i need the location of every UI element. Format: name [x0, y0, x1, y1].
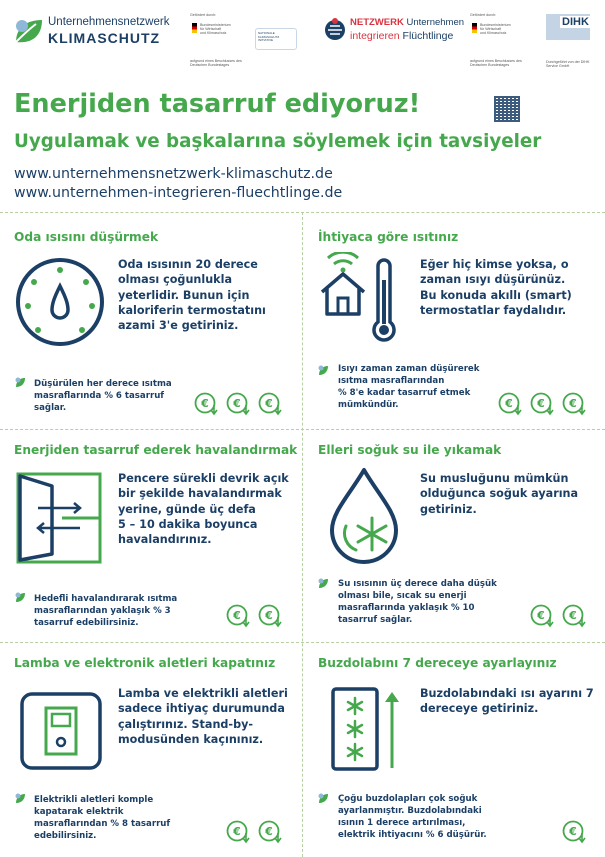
svg-text:€: €: [233, 609, 241, 622]
euro-savings-icon: [530, 392, 552, 414]
logo-line-1: Unternehmensnetzwerk: [48, 16, 170, 28]
divider: [302, 212, 303, 857]
tip-text: Düşürülen her derece ısıtma masraflarında % 6 tasarruf sağlar.: [34, 379, 172, 413]
euro-savings-icon: [258, 820, 280, 842]
url-1[interactable]: www.unternehmensnetzwerk-klimaschutz.de: [14, 166, 333, 182]
network-line-1: NETZWERK Unternehmen: [350, 17, 465, 28]
subtitle: Uygulamak ve başkalarına söylemek için tavsiyeler: [14, 131, 542, 152]
tip-text: Hedefli havalandırarak ısıtma masraflarından yaklaşık % 3 tasarruf edebilirsiniz.: [34, 594, 178, 628]
tip-text: Çoğu buzdolapları çok soğuk ayarlanmıştır. Buzdolabındaki ısının 1 derece artırılması, elektrik ihtiyacını % 6 düşürür.: [338, 794, 487, 840]
power-switch-icon: [20, 692, 102, 770]
euro-savings-icon: [258, 604, 280, 626]
svg-text:€: €: [569, 825, 577, 838]
smart-home-thermometer-icon: [318, 252, 408, 352]
euro-savings-icon: [498, 392, 520, 414]
section-title: Enerjiden tasarruf ederek havalandırmak: [14, 443, 298, 457]
euro-savings-icon: [562, 604, 584, 626]
svg-text:€: €: [569, 397, 577, 410]
euro-savings-icon: [226, 392, 248, 414]
leaf-logo-icon: [14, 18, 44, 46]
dihk-note: Durchgeführt von der DIHK Service GmbH: [546, 60, 590, 69]
cold-water-drop-icon: [326, 466, 402, 568]
euro-savings-icon: [194, 392, 216, 414]
thermostat-dial-icon: [14, 256, 106, 348]
funded-by-label: Gefördert durch:: [190, 13, 217, 17]
section-body: Pencere sürekli devrik açık bir şekilde havalandırmak yerine, günde üç defa 5 – 10 dakika boyunca havalandırınız.: [118, 472, 289, 547]
dihk-logo: [546, 14, 590, 72]
integrieren-logo: [324, 16, 465, 46]
euro-savings-icon: [226, 604, 248, 626]
tip-bullet-icon: [15, 592, 26, 603]
qr-code[interactable]: [494, 96, 520, 122]
bmwk-logo-right: Gefördert durch: Bundesministerium für Wirtschaft und Klimaschutz aufgrund eines Beschlusses des Deutschen Bundestages: [470, 13, 522, 68]
network-line-2: integrieren Flüchtlinge: [350, 30, 454, 42]
svg-text:€: €: [233, 825, 241, 838]
svg-text:€: €: [505, 397, 513, 410]
url-2[interactable]: www.unternehmen-integrieren-fluechtlinge.de: [14, 185, 343, 201]
section-title: Oda ısısını düşürmek: [14, 230, 159, 244]
tip-text: Isıyı zaman zaman düşürerek ısıtma masraflarından % 8'e kadar tasarruf etmek mümkündür.: [338, 364, 480, 410]
tip-bullet-icon: [318, 578, 329, 589]
tip-bullet-icon: [318, 793, 329, 804]
bundestag-note: aufgrund eines Beschlusses des Deutschen Bundestages: [190, 59, 242, 68]
svg-text:€: €: [537, 609, 545, 622]
svg-text:€: €: [201, 397, 209, 410]
bmwk-logo-left: [190, 13, 252, 73]
section-body: Oda ısısının 20 derece olması çoğunlukla yeterlidir. Bunun için kaloriferin termostatını azami 3'e getiriniz.: [118, 258, 266, 333]
section-title: Elleri soğuk su ile yıkamak: [318, 443, 502, 457]
klimaschutz-logo: [14, 14, 174, 48]
section-body: Lamba ve elektrikli aletleri sadece ihtiyaç durumunda çalıştırınız. Stand-by- modusünden kaçınınız.: [118, 687, 288, 746]
svg-text:€: €: [569, 609, 577, 622]
section-body: Su musluğunu mümkün olduğunca soğuk ayarına getiriniz.: [420, 472, 579, 516]
tip-text: Su ısısının üç derece daha düşük olması bile, sıcak su enerji masraflarında yaklaşık % 10 tasarruf sağlar.: [338, 579, 497, 625]
svg-text:€: €: [265, 609, 273, 622]
tip-bullet-icon: [15, 793, 26, 804]
euro-savings-icon: [258, 392, 280, 414]
euro-savings-icon: [562, 820, 584, 842]
section-body: Buzdolabındaki ısı ayarını 7 dereceye getiriniz.: [420, 687, 594, 716]
svg-text:€: €: [537, 397, 545, 410]
section-title: Buzdolabını 7 dereceye ayarlayınız: [318, 656, 557, 670]
main-title: Enerjiden tasarruf ediyoruz!: [14, 89, 421, 119]
nki-logo: NATIONALE KLIMASCHUTZ INITIATIVE: [255, 28, 297, 50]
tip-text: Elektrikli aletleri komple kapatarak elektrik masraflarından % 8 tasarruf edebilirsiniz.: [34, 795, 171, 841]
euro-savings-icon: [226, 820, 248, 842]
eagle-icon: [192, 23, 197, 33]
section-title: İhtiyaca göre ısıtınız: [318, 230, 459, 244]
svg-text:€: €: [265, 397, 273, 410]
tip-bullet-icon: [15, 377, 26, 388]
logo-line-2: KLIMASCHUTZ: [48, 30, 161, 46]
dihk-label: DIHK: [562, 16, 589, 28]
section-body: Eğer hiç kimse yoksa, o zaman ısıyı düşürünüz. Bu konuda akıllı (smart) termostatlar faydalıdır.: [420, 258, 572, 317]
euro-savings-icon: [530, 604, 552, 626]
svg-text:€: €: [265, 825, 273, 838]
fridge-snowflake-icon: [330, 686, 406, 772]
ministry-name: Bundesministerium für Wirtschaft und Klimaschutz: [200, 23, 231, 36]
svg-text:€: €: [233, 397, 241, 410]
network-logo-icon: [324, 16, 346, 44]
tip-bullet-icon: [318, 365, 329, 376]
euro-savings-icon: [562, 392, 584, 414]
window-airflow-icon: [16, 472, 102, 564]
section-title: Lamba ve elektronik aletleri kapatınız: [14, 656, 276, 670]
